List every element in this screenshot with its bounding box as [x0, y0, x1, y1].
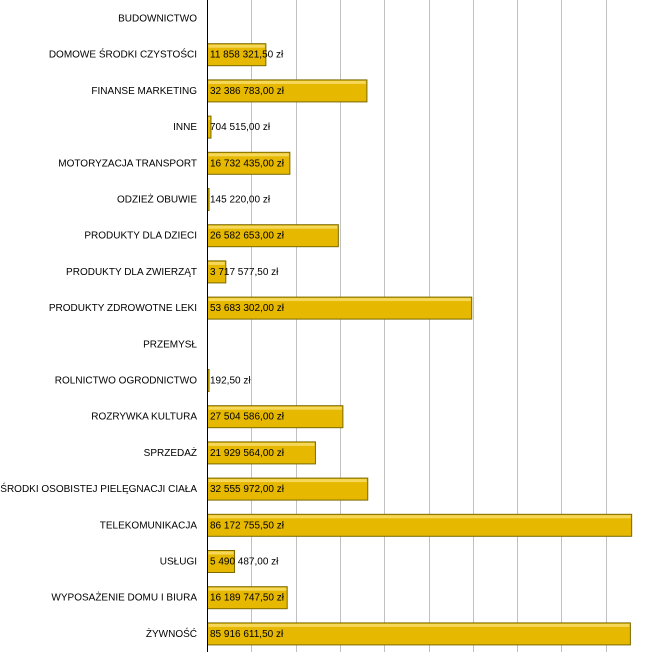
category-label: ŚRODKI OSOBISTEJ PIELĘGNACJI CIAŁA	[0, 484, 197, 496]
data-label: 32 555 972,00 zł	[210, 484, 284, 496]
bar-highlight	[209, 552, 234, 555]
data-label: 26 582 653,00 zł	[210, 230, 284, 242]
bar-highlight	[209, 117, 210, 120]
category-label: USŁUGI	[159, 556, 197, 568]
bar-highlight	[209, 588, 287, 591]
data-label: 21 929 564,00 zł	[210, 447, 284, 459]
bar-highlight	[209, 624, 630, 627]
category-label: DOMOWE ŚRODKI CZYSTOŚCI	[48, 49, 197, 61]
category-label: ROLNICTWO OGRODNICTWO	[54, 375, 197, 387]
bars	[208, 44, 632, 645]
bar-highlight	[209, 515, 631, 518]
data-label: 53 683 302,00 zł	[210, 303, 284, 315]
category-label: BUDOWNICTWO	[118, 13, 197, 25]
bar-highlight	[209, 81, 366, 84]
data-label: 32 386 783,00 zł	[210, 85, 284, 97]
category-label: WYPOSAŻENIE DOMU I BIURA	[51, 592, 197, 604]
data-label: 5 490 487,00 zł	[210, 556, 279, 568]
bar-highlight	[209, 479, 367, 482]
data-label: 192,50 zł	[210, 375, 251, 387]
category-label: PRODUKTY ZDROWOTNE LEKI	[48, 303, 197, 315]
category-label: ROZRYWKA KULTURA	[91, 411, 197, 423]
bar-highlight	[209, 262, 225, 265]
bar-highlight	[209, 153, 289, 156]
data-label: 11 858 321,50 zł	[210, 49, 284, 61]
data-label: 16 189 747,50 zł	[210, 592, 284, 604]
category-label: PRZEMYSŁ	[143, 339, 197, 351]
bar-highlight	[209, 226, 338, 229]
data-label: 145 220,00 zł	[210, 194, 271, 206]
category-label: ODZIEŻ OBUWIE	[117, 194, 197, 206]
bar-highlight	[209, 443, 315, 446]
data-label: 16 732 435,00 zł	[210, 158, 284, 170]
category-label: INNE	[173, 122, 197, 134]
bar-highlight	[209, 407, 342, 410]
data-label: 704 515,00 zł	[210, 122, 271, 134]
category-label: ŻYWNOŚĆ	[145, 628, 197, 640]
data-label: 85 916 611,50 zł	[210, 628, 284, 640]
data-label: 3 717 577,50 zł	[210, 266, 279, 278]
data-label: 27 504 586,00 zł	[210, 411, 284, 423]
category-label: MOTORYZACJA TRANSPORT	[58, 158, 197, 170]
category-label: PRODUKTY DLA DZIECI	[84, 230, 197, 242]
data-label: 86 172 755,50 zł	[210, 520, 284, 532]
labels	[0, 14, 284, 640]
category-label: SPRZEDAŻ	[143, 447, 197, 459]
bar-highlight	[209, 298, 471, 301]
category-label: TELEKOMUNIKACJA	[99, 520, 197, 532]
category-label: PRODUKTY DLA ZWIERZĄT	[66, 266, 197, 278]
category-label: FINANSE MARKETING	[91, 85, 197, 97]
bar-highlight	[209, 45, 265, 48]
